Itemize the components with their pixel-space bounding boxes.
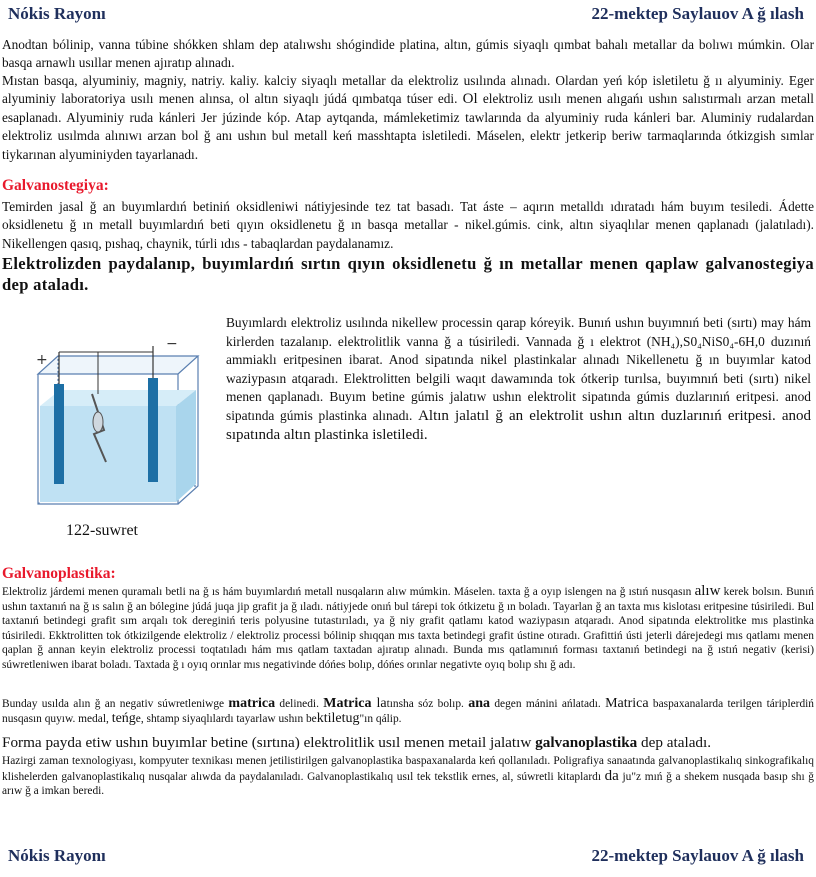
text-run: Buyımlardı elektroliz usılında nikellew processin qarap kóreyik. Bunıń ushın buyımnıń beti (sırtı) may hám kirlerden tazalanıp. elektrolitlik vanna ğ a túsiriledi. Vannada ğ ı elektrot (NH₄),S0₄NiS0₄-6H,0 duzınıń ammiaklı eritpesinen ibarat. Anod sipatında nikel plastinkalar alınadı Nikellenetu ğ ın buyımlar katod waziypasın atqaradı. Elektrolitten belgili waqıt dawamında tok ótkerip turılsa, buyımnıń beti (sırtı) nikel menen qaplanadı. Buyım betine gúmis jalatıw ushın elektrolit sipatında gúmis duzlarınıń eritpesi. anod sipatında gúmis plastinka alınadı. <box>226 315 811 423</box>
paragraph-definition-galvanostegiya: Elektrolizden paydalanıp, buyımlardıń sırtın qıyın oksidlenetu ğ ın metallar menen qaplaw galvanostegiya dep ataladı. <box>2 254 814 294</box>
paragraph-matrica-definition <box>2 697 814 726</box>
text-run: kerek bolsın. Bunıń ushın taxtanıń na ğ ıs salın ğ an bólegine júdá juqa jip grafit ja ğ ıladı. nátiyjede onıń bul tárepi tok ótkizetu ğ ın boladı. Tayarlan ğ an taxta mıs kislotası eritpesine túsiriledi. Bul taxtanıń betindegi grafit sım arqalı tok dereginiń teris polyusine tutastırıladı, ya ğ niy grafit qatlamı katod waziypasın atqaradı. Anod sipatında elektrolitke mıs plastinka túsiriledi. Ekktrolitten tok ótkizilgende elektroliz / elektroliz processi bólinip shıqqan mıs taxta betindegi grafit ústine otıradı. Grafittiń ústi jeterli dárejedegi mıs qatlamı menen qaplan ğ annan keyin elektroliz processi toqtatıladı hám mıs qatlam taxtadan ajıratıp alınadı. Bunda mıs qatlamınıń forması taxtanıń betindegi na ğ ıstıń negativ (kerisi) súwretleniwen ibarat boladı. Taxtada ğ ı oyıq orınlar mıs negativinde dóńes bolıp, dóńes orınlar negativte oyıq bolıp shı ğ adı. <box>2 586 814 671</box>
figure-caption: 122-suwret <box>66 522 138 539</box>
text-run: Bunday usılda alın ğ an negativ súwretleniwge <box>2 698 229 710</box>
paragraph-poligrafiya <box>2 754 814 799</box>
heading-galvanoplastika: Galvanoplastika: <box>2 565 116 582</box>
text-run: teńg <box>111 710 136 726</box>
text-run: alıw <box>694 583 721 599</box>
text-run: la <box>371 696 387 711</box>
heading-galvanostegiya: Galvanostegiya: <box>2 177 109 194</box>
text-run: baspaxanalarda terilgen táriplerdiń nusqasın quyıw. medal, <box>2 698 815 725</box>
page-header <box>0 0 816 30</box>
text-run: matrica <box>228 696 276 711</box>
text-run: delinedi. <box>275 698 324 710</box>
text-run: Elektroliz járdemi menen quramalı betli na ğ ıs hám buyımlardıń metall nusqaların alıw múmkin. Máselen. taxta ğ a oyıp islengen na ğ ıstıń nusqasın <box>2 586 695 598</box>
cathode-plate <box>148 378 158 482</box>
text-run: tınsha sóz bolıp. <box>386 698 469 710</box>
paragraph-nikellew <box>226 314 811 444</box>
paragraph-shlam: Anodtan bólinip, vanna túbine shókken shlam dep atalıwshı shógindide platina, altın, gúmis siyaqlı qımbat bahalı metallar da bolıwı múmkin. Olar basqa arnawlı usıllar menen ajıratıp alınadı. <box>2 37 814 71</box>
text-run: Mıstan basqa, alyuminiy, magniy, natriy. kaliy. kalciy siyaqlı metallar da elektroliz usılında alınadı. Olardan yeń kóp isletiletu ğ ıı alyuminiy. Eger alyuminiy laboratoriya usılı menen alınsa, ol altın siyaqlı júdá qımbatqa túser edi. <box>2 73 814 107</box>
header-right: 22-mektep Saylauov A ğ ılash <box>591 4 804 23</box>
svg-text:+: + <box>36 352 48 368</box>
text-run: ktiletug <box>316 710 360 726</box>
text-run: dep ataladı. <box>637 734 712 751</box>
text-run: ju"z mıń ğ a shekem nusqada basıp shı ğ arıw ğ a imkan beredi. <box>2 770 815 798</box>
text-run: Ol <box>462 91 478 108</box>
text-run: ana <box>468 696 491 711</box>
paragraph-matrica-process <box>2 584 814 673</box>
footer-left: Nókis Rayonı <box>8 846 106 865</box>
svg-text:−: − <box>166 336 178 352</box>
paragraph-alyuminiy <box>2 72 814 164</box>
text-run: "ın qálip. <box>359 712 402 725</box>
text-run: galvanoplastika <box>535 734 638 751</box>
text-run: e, shtamp siyaqlılardı tayarlaw ushın be <box>135 712 317 725</box>
electrolysis-bath-figure <box>28 334 210 510</box>
text-run: Matrica <box>605 696 649 711</box>
footer-right: 22-mektep Saylauov A ğ ılash <box>591 846 804 865</box>
text-run: elektroliz usılı menen alıgańı ushın salıstırmalı arzan metall esaplanadı. Alyuminiy ruda kánleri Jer júzinde kóp. Atap aytqanda, mámleketimiz tawlarında da alyuminiy ruda kánleri bar. Aluminiy rudalardan elektroliz usılmda alınıwı arzan bol ğ anı ushın bul metall keń masshtapta isletiledi. Máselen, elektr jetkerip beriw tarmaqlarında ótkizgish sımlar tiykarınan alyuminiyden tayarlanadı. <box>2 91 815 162</box>
text-run: Matrica <box>323 696 372 711</box>
page-footer <box>0 842 816 872</box>
text-run: Hazirgi zaman texnologiyası, kompyuter texnikası menen jetilistirilgen galvanoplastika baspaxanalarda keń qollanıladı. Poligrafiya sanaatında galvanoplastikalıq sinkografikalıq klishelerden galvanoplastikalıq nusqalar alıwda da paydalanıladı. Galvanoplastikalıq usıl tek tekstlik ernes, al, súwretli kitaplardı <box>2 755 814 783</box>
text-run: degen mánini ańlatadı. <box>490 698 606 710</box>
paragraph-tat: Temirden jasal ğ an buyımlardıń betiniń oksidleniwi nátiyjesinde tez tat basadı. Tat áste – aqırın metalldı ıdıratadı hám buyım tesiledi. Ádette oksidlenetu ğ ın metall buyımlardıń beti qıyın oksidlenetu ğ ın basqa metallar - nikel.gúmis. cink, altın siyaqlılar menen qaplanadı (jalatıladı). Nikellengen qasıq, pıshaq, chaynik, túrli ıdıs - tabaqlardan paydalanamız. <box>2 199 814 251</box>
text-run: Altın jalatıl ğ an elektrolit ushın altın duzlarınıń eritpesi. anod sıpatında altın plastinka isletiledi. <box>226 407 811 443</box>
paragraph-galvanoplastika-definition <box>2 733 814 752</box>
anode-plate <box>54 384 64 484</box>
text-run: da <box>604 767 619 784</box>
header-left: Nókis Rayonı <box>8 4 106 23</box>
text-run: Forma payda etiw ushın buyımlar betine (sırtına) elektrolitlik usıl menen metail jalatıw <box>2 734 536 751</box>
